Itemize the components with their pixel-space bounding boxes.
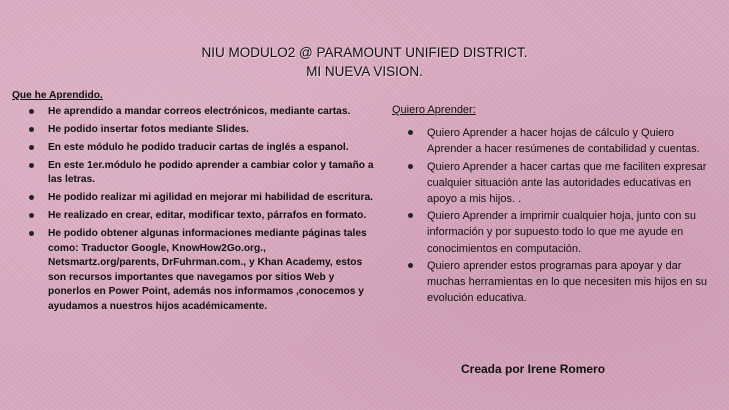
list-item	[392, 159, 712, 208]
list-item	[392, 258, 712, 307]
bullet-icon	[29, 231, 34, 236]
bullet-icon	[408, 213, 413, 218]
list-item-text: En este módulo he podido traducir cartas de inglés a espanol.	[48, 141, 349, 153]
bullet-icon	[29, 109, 34, 114]
list-item	[12, 227, 377, 315]
title-line-2: MI NUEVA VISION.	[306, 64, 423, 79]
list-item-text: He aprendido a mandar correos electrónicos, mediante cartas.	[48, 105, 351, 117]
learned-section	[12, 89, 377, 318]
list-item	[392, 125, 712, 157]
list-item-text: He realizado en crear, editar, modificar texto, párrafos en formato.	[48, 210, 367, 222]
author-credit: Creada por Irene Romero	[461, 362, 606, 376]
list-item-text: Quiero aprender estos programas para apoyar y dar muchas herramientas en lo que necesiten mis hijos en su evolución educativa.	[427, 259, 708, 305]
bullet-icon	[408, 130, 413, 135]
bullet-icon	[408, 263, 413, 268]
list-item	[12, 105, 377, 120]
title-line-1: NIU MODULO2 @ PARAMOUNT UNIFIED DISTRICT.	[201, 45, 528, 60]
list-item	[392, 208, 712, 257]
list-item-text: He podido obtener algunas informaciones mediante páginas tales como: Traductor Google, KnowHow2Go.org., Netsmartz.org/parents, DrFuhrman.com., y Khan Academy, estos son recursos importantes que navegamos por sitios Web y ponerlos en Power Point, además nos informamos ,conocemos y ayudamos a nuestros hijos académicamente.	[48, 228, 367, 313]
bullet-icon	[29, 145, 34, 150]
list-item	[12, 141, 377, 156]
want-heading: Quiero Aprender:	[392, 104, 476, 116]
bullet-icon	[29, 127, 34, 132]
bullet-icon	[29, 195, 34, 200]
bullet-icon	[29, 213, 34, 218]
want-list	[392, 125, 712, 306]
list-item-text: He podido realizar mi agilidad en mejorar mi habilidad de escritura.	[48, 192, 373, 204]
bullet-icon	[408, 164, 413, 169]
slide-title	[0, 43, 729, 81]
want-section	[392, 102, 712, 307]
list-item-text: He podido insertar fotos mediante Slides.	[48, 123, 249, 135]
list-item	[12, 123, 377, 138]
learned-list	[12, 105, 377, 315]
list-item-text: Quiero Aprender a hacer hojas de cálculo y Quiero Aprender a hacer resúmenes de contabilidad y cuentas.	[427, 127, 700, 156]
bullet-icon	[29, 163, 34, 168]
learned-heading: Que he Aprendido.	[12, 90, 103, 101]
list-item-text: Quiero Aprender a imprimir cualquier hoja, junto con su información y por supuesto todo lo que me ayude en conocimientos en computación.	[427, 210, 697, 255]
list-item-text: Quiero Aprender a hacer cartas que me faciliten expresar cualquier situación ante las autoridades educativas en apoyo a mis hijos. .	[427, 160, 707, 206]
list-item	[12, 209, 377, 224]
list-item	[12, 159, 377, 188]
list-item-text: En este 1er.módulo he podido aprender a cambiar color y tamaño a las letras.	[48, 159, 374, 186]
list-item	[12, 191, 377, 206]
